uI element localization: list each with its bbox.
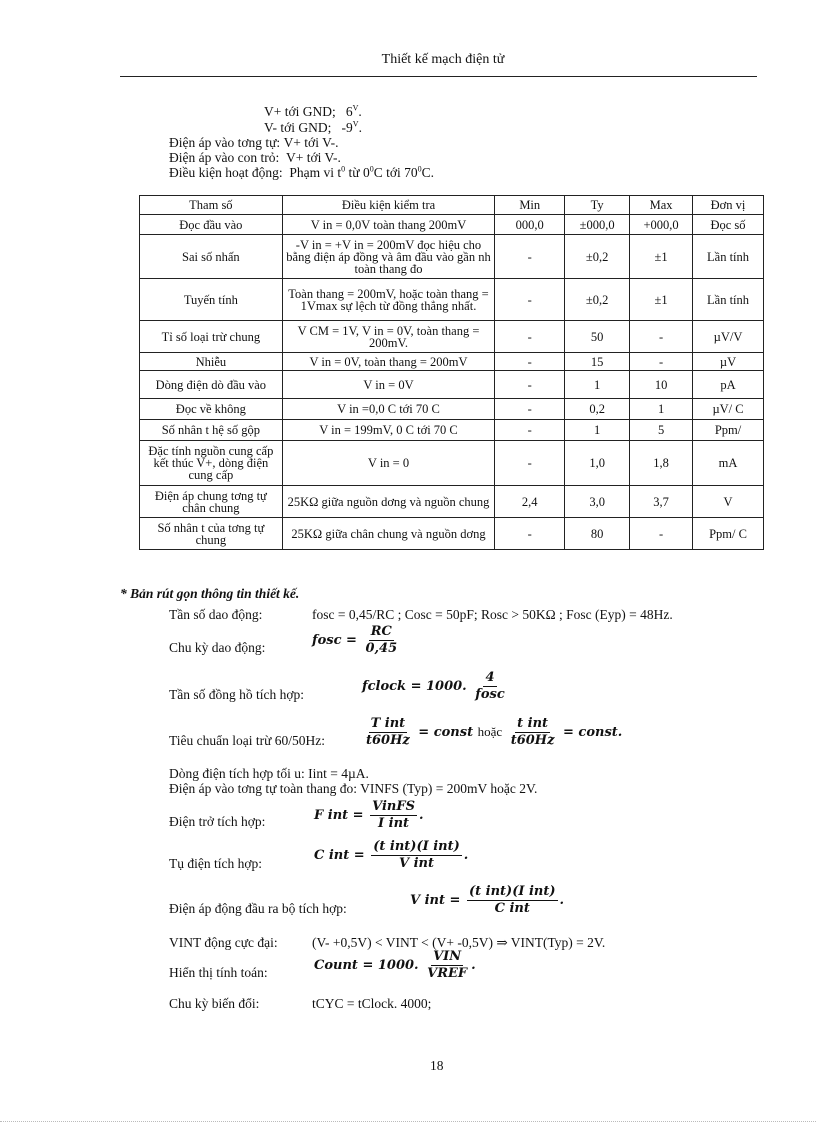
table-cell: - — [495, 321, 565, 353]
intro-line-analog-input: Điện áp vào tơng tự: V+ tới V-. — [169, 135, 339, 150]
table-cell: Lần tính — [693, 235, 764, 279]
table-cell: Sai số nhấn — [140, 235, 283, 279]
table-cell: 25KΩ giữa chân chung và nguồn dơng — [282, 518, 495, 550]
table-cell: Tuyến tính — [140, 279, 283, 321]
conversion-cycle-label: Chu kỳ biến đổi: — [169, 996, 260, 1011]
table-cell: - — [630, 353, 693, 371]
osc-period-label: Chu kỳ dao động: — [169, 640, 266, 655]
table-cell: 3,0 — [565, 486, 630, 518]
table-cell: ±000,0 — [565, 215, 630, 235]
table-cell: - — [495, 441, 565, 486]
integrator-output-formula: V int = $\frac{\text{(t int)(I int)}}{\text{C int}}$ . — [410, 884, 565, 916]
table-cell: mA — [693, 441, 764, 486]
table-cell: pA — [693, 371, 764, 399]
table-cell: 25KΩ giữa nguồn dơng và nguồn chung — [282, 486, 495, 518]
table-header-row — [140, 196, 764, 215]
table-cell: 10 — [630, 371, 693, 399]
table-cell: 50 — [565, 321, 630, 353]
table-cell: Lần tính — [693, 279, 764, 321]
table-row — [140, 420, 764, 441]
table-cell: Nhiễu — [140, 353, 283, 371]
table-cell: - — [495, 279, 565, 321]
table-cell: Đọc về không — [140, 399, 283, 420]
table-cell: Số nhân t hệ số gộp — [140, 420, 283, 441]
col-header-param: Tham số — [140, 196, 283, 215]
col-header-ty: Ty — [565, 196, 630, 215]
table-cell: - — [495, 518, 565, 550]
table-cell: Toàn thang = 200mV, hoặc toàn thang = 1Vmax sự lệch từ đồng thẳng nhất. — [282, 279, 495, 321]
col-header-max: Max — [630, 196, 693, 215]
table-cell: Đặc tính nguồn cung cấp kết thúc V+, dòng điện cung cấp — [140, 441, 283, 486]
summary-heading: * Bản rút gọn thông tin thiết kế. — [120, 586, 300, 601]
table-cell: 80 — [565, 518, 630, 550]
table-row — [140, 518, 764, 550]
table-cell: ±0,2 — [565, 235, 630, 279]
integrator-current-line: Dòng điện tích hợp tối u: Iint = 4µA. — [169, 766, 369, 781]
clock-frequency-label: Tần số đồng hồ tích hợp: — [169, 687, 304, 702]
table-cell: Ppm/ — [693, 420, 764, 441]
table-cell: V in = 0V, toàn thang = 200mV — [282, 353, 495, 371]
table-cell: 1 — [565, 420, 630, 441]
vint-max-value: (V- +0,5V) < VINT < (V+ -0,5V) ⇒ VINT(Typ) = 2V. — [312, 935, 606, 950]
table-cell: µV — [693, 353, 764, 371]
count-formula: Count = 1000. $\frac{\text{VIN}}{\text{VREF}}$ . — [314, 949, 476, 981]
table-cell: - — [630, 321, 693, 353]
table-cell: -V in = +V in = 200mV đọc hiệu cho bằng điện áp đồng và âm đầu vào gần nh toàn thang đo — [282, 235, 495, 279]
table-cell: V in = 0 — [282, 441, 495, 486]
count-label: Hiển thị tính toán: — [169, 965, 268, 980]
vint-max-label: VINT động cực đại: — [169, 935, 278, 950]
table-row — [140, 279, 764, 321]
table-cell: - — [495, 235, 565, 279]
table-cell: - — [495, 353, 565, 371]
integrator-capacitor-label: Tụ điện tích hợp: — [169, 856, 262, 871]
table-row — [140, 321, 764, 353]
input-range-line: Điện áp vào tơng tự toàn thang đo: VINFS (Typ) = 200mV hoặc 2V. — [169, 781, 538, 796]
page-header-title: Thiết kế mạch điện tử — [381, 52, 505, 67]
table-cell: 0,2 — [565, 399, 630, 420]
integrator-output-label: Điện áp động đầu ra bộ tích hợp: — [169, 901, 347, 916]
col-header-unit: Đơn vị — [693, 196, 764, 215]
table-cell: Điện áp chung tơng tự chân chung — [140, 486, 283, 518]
table-cell: 2,4 — [495, 486, 565, 518]
clock-frequency-formula: fclock = 1000. $\frac{4}{\text{fosc}}$ — [362, 670, 505, 702]
table-cell: Đọc đầu vào — [140, 215, 283, 235]
table-row — [140, 399, 764, 420]
table-cell: 000,0 — [495, 215, 565, 235]
col-header-min: Min — [495, 196, 565, 215]
table-cell: V — [693, 486, 764, 518]
table-cell: V in = 0V — [282, 371, 495, 399]
intro-line-operating-conditions: Điều kiện hoạt động: Phạm vi $t^0$ từ $0^0C$ tới $70^0C$. — [169, 164, 434, 180]
table-cell: µV/ C — [693, 399, 764, 420]
table-cell: 3,7 — [630, 486, 693, 518]
table-cell: Tỉ số loại trừ chung — [140, 321, 283, 353]
table-cell: Đọc số — [693, 215, 764, 235]
table-cell: 5 — [630, 420, 693, 441]
intro-line-vplus: V+ tới GND; $6^V$. — [264, 103, 362, 119]
spec-table — [139, 195, 764, 550]
table-cell: - — [630, 518, 693, 550]
integrator-resistor-label: Điện trở tích hợp: — [169, 814, 266, 829]
table-cell: V CM = 1V, V in = 0V, toàn thang = 200mV. — [282, 321, 495, 353]
rejection-label: Tiêu chuẩn loại trừ 60/50Hz: — [169, 733, 326, 748]
table-row — [140, 215, 764, 235]
osc-frequency-label: Tần số dao động: — [169, 607, 263, 622]
page-number: 18 — [430, 1058, 444, 1073]
page-bottom-rule — [0, 1121, 816, 1122]
table-cell: - — [495, 420, 565, 441]
table-row — [140, 441, 764, 486]
integrator-capacitor-formula: C int = $\frac{\text{(t int)(I int)}}{\text{V int}}$ . — [314, 839, 469, 871]
table-cell: - — [495, 371, 565, 399]
table-cell: 1 — [565, 371, 630, 399]
col-header-condition: Điều kiện kiểm tra — [282, 196, 495, 215]
table-row — [140, 486, 764, 518]
table-cell: 1 — [630, 399, 693, 420]
table-cell: Dòng điện dò đầu vào — [140, 371, 283, 399]
table-cell: +000,0 — [630, 215, 693, 235]
table-cell: ±1 — [630, 235, 693, 279]
table-cell: 1,0 — [565, 441, 630, 486]
integrator-resistor-formula: F int = $\frac{\text{VinFS}}{\text{I int}}$ . — [314, 799, 424, 831]
intro-line-pointer-input: Điện áp vào con trỏ: V+ tới V-. — [169, 150, 341, 165]
table-cell: Ppm/ C — [693, 518, 764, 550]
table-cell: 15 — [565, 353, 630, 371]
header-rule — [120, 76, 757, 77]
intro-line-vminus: V- tới GND; $-9^V$. — [264, 119, 362, 135]
table-cell: V in = 0,0V toàn thang 200mV — [282, 215, 495, 235]
table-cell: 1,8 — [630, 441, 693, 486]
table-cell: - — [495, 399, 565, 420]
table-row — [140, 353, 764, 371]
table-cell: µV/V — [693, 321, 764, 353]
osc-frequency-value: fosc = 0,45/RC ; Cosc = 50pF; Rosc > 50KΩ ; Fosc (Eyp) = 48Hz. — [312, 607, 673, 622]
table-row — [140, 235, 764, 279]
table-cell: V in =0,0 C tới 70 C — [282, 399, 495, 420]
osc-period-formula: fosc = $\frac{RC}{0,45}$ — [312, 624, 398, 656]
table-cell: ±0,2 — [565, 279, 630, 321]
conversion-cycle-value: tCYC = tClock. 4000; — [312, 996, 432, 1011]
table-cell: Số nhân t của tơng tự chung — [140, 518, 283, 550]
rejection-formula: $\frac{\text{T int}}{t60Hz}$ = const hoặc $\frac{\text{t int}}{t60Hz}$ = const. — [366, 716, 623, 748]
table-row — [140, 371, 764, 399]
table-cell: V in = 199mV, 0 C tới 70 C — [282, 420, 495, 441]
table-cell: ±1 — [630, 279, 693, 321]
